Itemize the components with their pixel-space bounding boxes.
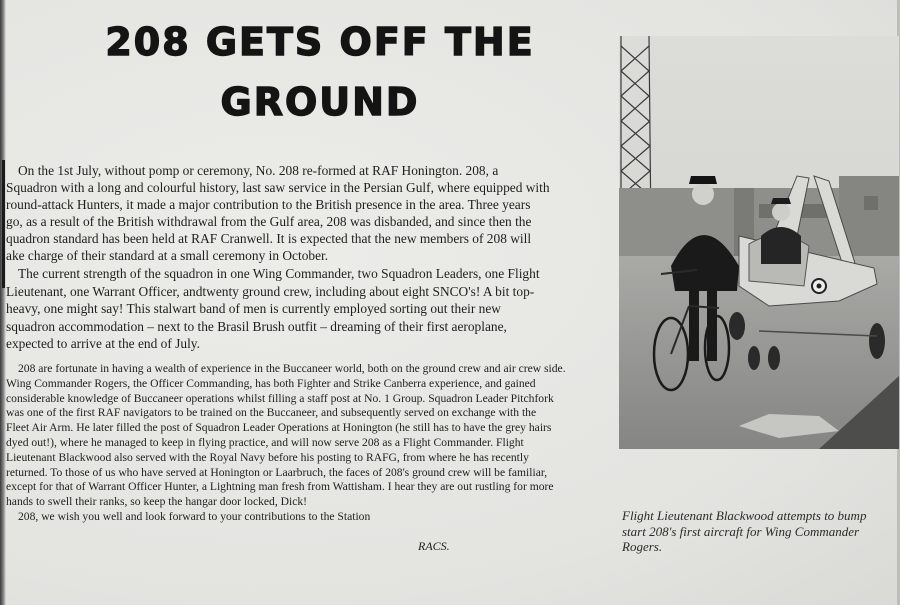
text-line: expected to arrive at the end of July. [6, 336, 200, 351]
text-line: was one of the first RAF navigators to be trained on the Buccaneer, and subsequently served on exchange with the [6, 406, 537, 420]
paragraph-4 [6, 510, 612, 524]
caption-line: Rogers. [622, 539, 663, 554]
text-line: quadron standard has been held at RAF Cranwell. It is expected that the new members of 208 will [6, 231, 532, 246]
text-line: Wing Commander Rogers, the Officer Commanding, has both Fighter and Strike Canberra experience, and gained [6, 376, 536, 390]
text-line: round-attack Hunters, it made a major contribution to the British presence in the area. Three years [6, 197, 531, 212]
text-line: dyed out!), where he managed to keep in flying practice, and will now serve 208 as a Flight Commander. Flight [6, 435, 524, 449]
headline [40, 14, 600, 130]
photo-cyclist-towing-mock-aircraft [619, 36, 899, 449]
text-line: Squadron with a long and colourful history, last saw service in the Persian Gulf, where equipped with [6, 180, 550, 195]
text-line: Lieutenant Blackwood also served with the Royal Navy before his posting to RAFG, from where he has recently [6, 450, 529, 464]
headline-line-2: GROUND [220, 80, 420, 124]
paragraph-3 [6, 362, 612, 510]
text-line: The current strength of the squadron in one Wing Commander, two Squadron Leaders, one Flight [18, 266, 540, 281]
caption-line: start 208's first aircraft for Wing Commander [622, 523, 860, 539]
caption-line: Flight Lieutenant Blackwood attempts to bump [622, 508, 867, 523]
text-line: ake charge of their standard at a small ceremony in October. [6, 248, 329, 263]
closing-line: 208, we wish you well and look forward to your contributions to the Station [18, 510, 371, 523]
text-line: except for that of Warrant Officer Hunter, a Lightning man fresh from Wattisham. I hear they are out rustling for more [6, 480, 554, 494]
text-line: Lieutenant, one Warrant Officer, andtwenty ground crew, including about eight SNCO's! A bit top- [6, 283, 535, 299]
text-line: squadron accommodation – next to the Brasil Brush outfit – dreaming of their first aeroplane, [6, 318, 507, 334]
author-signature: RACS. [418, 539, 450, 553]
text-line: go, as a result of the British withdrawal from the Gulf area, 208 was disbanded, and since then the [6, 214, 532, 229]
text-line: heavy, one might say! This stalwart band of men is currently employed sorting out their new [6, 301, 501, 316]
text-line: 208 are fortunate in having a wealth of experience in the Buccaneer world, both on the ground crew and air crew side. [18, 362, 566, 375]
text-line: Fleet Air Arm. He later filled the post of Squadron Leader Operations at Honington (he still has to have the grey hairs [6, 421, 552, 435]
text-line: returned. To those of us who have served at Honington or Laarbruch, the faces of 208's ground crew will be familiar, [6, 465, 548, 479]
text-line: hands to swell their ranks, so keep the hangar door locked, Dick! [6, 495, 308, 509]
margin-rule [2, 160, 5, 288]
headline-line-1: 208 GETS OFF THE [105, 20, 535, 64]
paragraph-1 [6, 162, 612, 264]
photo-caption [622, 508, 900, 555]
text-line: On the 1st July, without pomp or ceremony, No. 208 re-formed at RAF Honington. 208, a [18, 163, 499, 178]
text-line: considerable knowledge of Buccaneer operations whilst filling a staff post at No. 1 Group. Squadron Leader Pitchfork [6, 391, 554, 405]
paragraph-2 [6, 265, 612, 353]
